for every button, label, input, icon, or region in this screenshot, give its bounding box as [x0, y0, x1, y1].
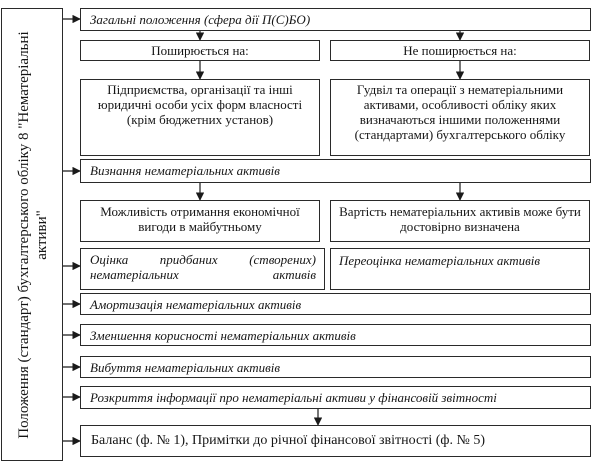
amortization-box: Амортизація нематеріальних активів: [80, 293, 591, 315]
recognition-condition-economic-benefit: Можливість отримання економічної вигоди в майбутньому: [80, 200, 320, 242]
applies-to-entities: Підприємства, організації та інші юридичні особи усіх форм власності (крім бюджетних установ): [80, 79, 320, 156]
not-applies-to-exceptions: Гудвіл та операції з нематеріальними активами, особливості обліку яких визначаються іншими положеннями (стандартами) бухгалтерського обліку: [330, 79, 590, 156]
recognition-box: Визнання нематеріальних активів: [80, 159, 591, 183]
applies-to-heading: Поширюється на:: [80, 40, 320, 61]
disposal-box: Вибуття нематеріальних активів: [80, 356, 591, 378]
disclosure-box: Розкриття інформації про нематеріальні активи у фінансовій звітності: [80, 386, 591, 409]
reporting-forms-box: Баланс (ф. № 1), Примітки до річної фінансової звітності (ф. № 5): [80, 425, 591, 457]
not-applies-to-heading: Не поширюється на:: [330, 40, 590, 61]
standard-title-bar: [1, 8, 63, 461]
evaluation-box: Оцінка придбаних (створених) нематеріальних активів: [80, 248, 325, 290]
revaluation-box: Переоцінка нематеріальних активів: [330, 248, 590, 290]
general-provisions-box: Загальні положення (сфера дії П(С)БО): [80, 8, 591, 31]
recognition-condition-reliable-cost: Вартість нематеріальних активів може бути достовірно визначена: [330, 200, 590, 242]
impairment-box: Зменшення корисності нематеріальних активів: [80, 324, 591, 346]
standard-title: Положення (стандарт) бухгалтерського обліку 8 "Нематеріальні активи": [16, 31, 50, 439]
